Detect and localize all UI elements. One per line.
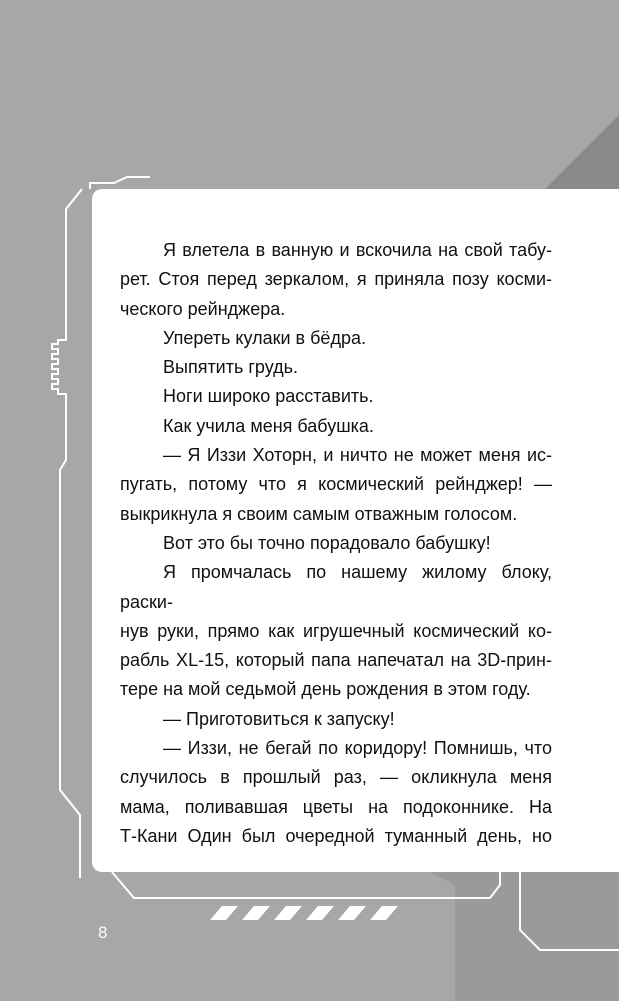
text-line: Выпятить грудь. bbox=[163, 357, 299, 378]
text-line: рабль XL-15, который папа напечатал на 3D-прин- bbox=[120, 650, 552, 671]
text-line: — Я Иззи Хоторн, и ничто не может меня ис- bbox=[163, 445, 552, 466]
text-line: выкрикнула я своим самым отважным голосом. bbox=[120, 503, 518, 524]
text-line: Упереть кулаки в бёдра. bbox=[163, 327, 366, 348]
text-line: Т-Кани Один был очередной туманный день, но bbox=[120, 825, 552, 846]
text-line: Как учила меня бабушка. bbox=[163, 415, 374, 436]
text-line: — Приготовиться к запуску! bbox=[163, 708, 395, 729]
text-line: — Иззи, не бегай по коридору! Помнишь, что bbox=[163, 738, 552, 759]
text-line: Вот это бы точно порадовало бабушку! bbox=[163, 532, 491, 553]
frame-line-left bbox=[52, 189, 82, 878]
text-line: тере на мой седьмой день рождения в этом году. bbox=[120, 679, 531, 700]
text-line: Я влетела в ванную и вскочила на свой табу- bbox=[163, 240, 552, 260]
frame-corner-top-right bbox=[545, 115, 619, 189]
text-line: рет. Стоя перед зеркалом, я приняла позу косми- bbox=[120, 269, 552, 290]
text-line: Ноги широко расставить. bbox=[163, 386, 374, 407]
text-line: ческого рейнджера. bbox=[120, 298, 286, 319]
hazard-stripes bbox=[210, 906, 398, 920]
text-line: нув руки, прямо как игрушечный космический ко- bbox=[120, 620, 552, 641]
text-line: пугать, потому что я космический рейнджер! — bbox=[120, 474, 552, 495]
text-line: случилось в прошлый раз, — окликнула меня bbox=[120, 767, 552, 788]
frame-block-bottom-right bbox=[430, 872, 619, 1001]
frame-line-top-left bbox=[90, 177, 150, 189]
text-line: Я промчалась по нашему жилому блоку, раски- bbox=[120, 562, 552, 612]
text-line: мама, поливавшая цветы на подоконнике. На bbox=[120, 796, 552, 817]
page-number: 8 bbox=[98, 923, 108, 942]
page-text bbox=[120, 236, 552, 851]
